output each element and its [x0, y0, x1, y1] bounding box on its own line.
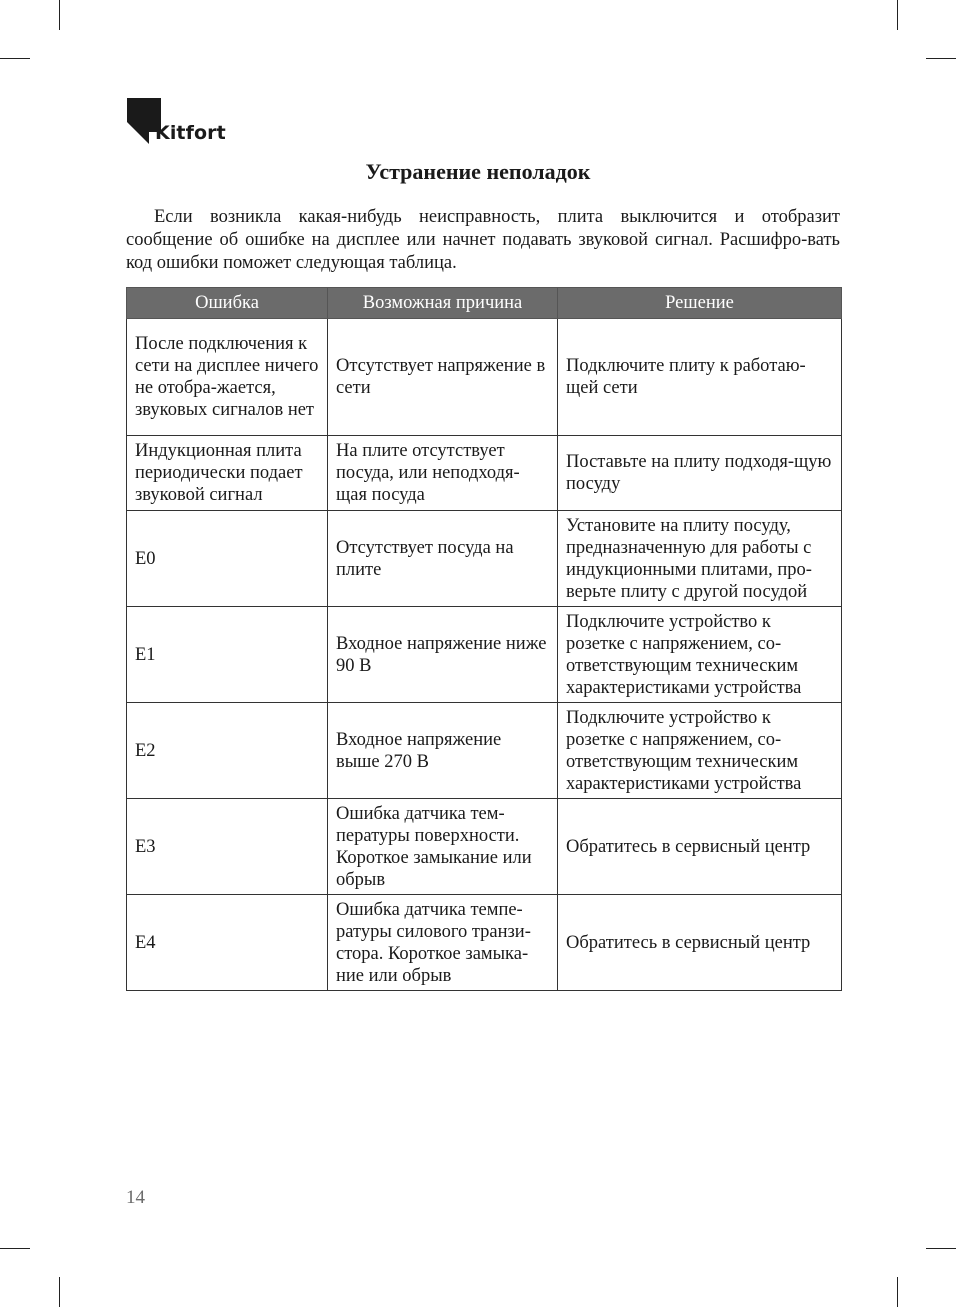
crop-mark [59, 1277, 60, 1307]
crop-mark [59, 0, 60, 30]
header-cause: Возможная причина [328, 288, 558, 319]
cause-cell: Отсутствует напряжение в сети [328, 319, 558, 436]
crop-mark [0, 58, 30, 59]
table-row [127, 436, 842, 511]
table-header-row [127, 288, 842, 319]
header-error: Ошибка [127, 288, 328, 319]
cause-cell: На плите отсутствует посуда, или неподходя-щая посуда [328, 436, 558, 511]
page-title: Устранение неполадок [365, 159, 591, 184]
solution-cell: Подключите плиту к работаю-щей сети [558, 319, 842, 436]
cause-cell: Входное напряжение выше 270 В [328, 703, 558, 799]
error-cell: E0 [127, 511, 328, 607]
error-cell: После подключения к сети на дисплее ничего не отобра-жается, звуковых сигналов нет [127, 319, 328, 436]
brand-logo [127, 98, 247, 148]
table-row [127, 511, 842, 607]
solution-cell: Установите на плиту посуду, предназначенную для работы с индукционными плитами, про-верьте плиту с другой посудой [558, 511, 842, 607]
solution-cell: Обратитесь в сервисный центр [558, 895, 842, 991]
cause-cell: Ошибка датчика темпе-ратуры силового транзи-стора. Короткое замыка-ние или обрыв [328, 895, 558, 991]
error-cell: E1 [127, 607, 328, 703]
cause-cell: Входное напряжение ниже 90 В [328, 607, 558, 703]
table-row [127, 607, 842, 703]
solution-cell: Подключите устройство к розетке с напряжением, со-ответствующим техническим характеристиками устройства [558, 607, 842, 703]
error-cell: E2 [127, 703, 328, 799]
table-row [127, 799, 842, 895]
solution-cell: Поставьте на плиту подходя-щую посуду [558, 436, 842, 511]
cause-cell: Ошибка датчика тем-пературы поверхности. Короткое замыкание или обрыв [328, 799, 558, 895]
error-cell: E4 [127, 895, 328, 991]
error-cell: E3 [127, 799, 328, 895]
intro-paragraph: Если возникла какая-нибудь неисправность, плита выключится и отобразит сообщение об ошибке на дисплее или начнет подавать звуковой сигнал. Расшифро-вать код ошибки поможет следующая таблица. [126, 207, 840, 273]
cause-cell: Отсутствует посуда на плите [328, 511, 558, 607]
solution-cell: Подключите устройство к розетке с напряжением, со-ответствующим техническим характеристиками устройства [558, 703, 842, 799]
solution-cell: Обратитесь в сервисный центр [558, 799, 842, 895]
crop-mark [926, 1248, 956, 1249]
crop-mark [897, 0, 898, 30]
table-row [127, 319, 842, 436]
error-cell: Индукционная плита периодически подает звуковой сигнал [127, 436, 328, 511]
crop-mark [0, 1248, 30, 1249]
page-number: 14 [126, 1187, 145, 1208]
table-row [127, 703, 842, 799]
crop-mark [926, 58, 956, 59]
brand-name: Kitfort [155, 122, 226, 144]
error-table [126, 287, 842, 991]
crop-mark [897, 1277, 898, 1307]
header-solution: Решение [558, 288, 842, 319]
table-row [127, 895, 842, 991]
